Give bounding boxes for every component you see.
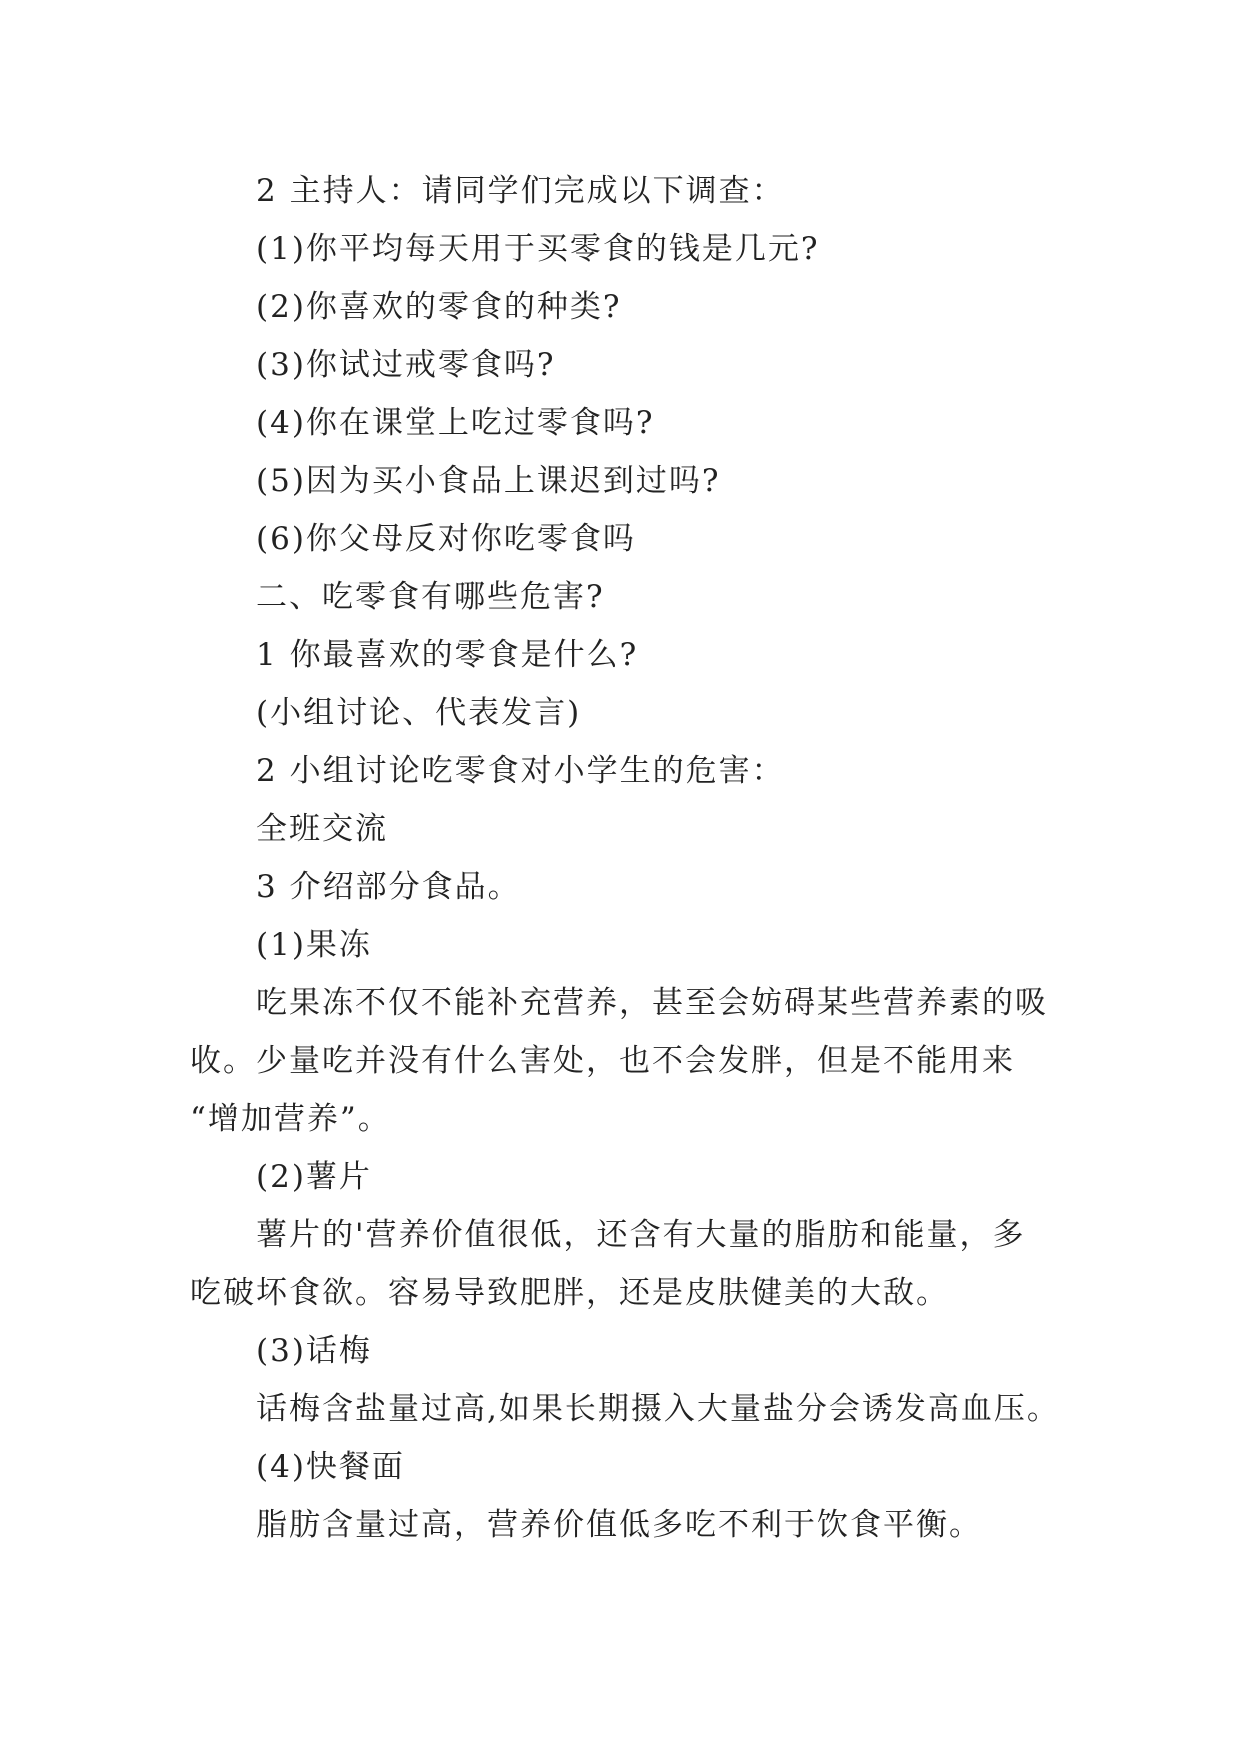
chips-heading: (2)薯片 xyxy=(256,1159,372,1195)
chips-paragraph-line: 薯片的'营养价值很低，还含有大量的脂肪和能量，多 xyxy=(256,1217,1026,1253)
jelly-heading: (1)果冻 xyxy=(256,927,372,963)
noodle-heading: (4)快餐面 xyxy=(256,1449,405,1485)
survey-question-4: (4)你在课堂上吃过零食吗? xyxy=(256,405,655,441)
discussion-note: (小组讨论、代表发言) xyxy=(256,695,582,731)
noodle-text: 脂肪含量过高，营养价值低多吃不利于饮食平衡。 xyxy=(256,1507,982,1543)
survey-intro-line: 2 主持人：请同学们完成以下调查： xyxy=(256,173,785,209)
jelly-paragraph xyxy=(190,974,1070,1148)
jelly-paragraph-line: 吃果冻不仅不能补充营养，甚至会妨碍某些营养素的吸 xyxy=(256,985,1048,1021)
survey-question-5: (5)因为买小食品上课迟到过吗? xyxy=(256,463,721,499)
chips-paragraph-line: 吃破坏食欲。容易导致肥胖，还是皮肤健美的大敌。 xyxy=(190,1275,949,1311)
survey-question-3: (3)你试过戒零食吗? xyxy=(256,347,556,383)
document-body xyxy=(190,162,1070,1554)
jelly-paragraph-line: 收。少量吃并没有什么害处，也不会发胖，但是不能用来 xyxy=(190,1043,1015,1079)
section-heading-harms: 二、吃零食有哪些危害? xyxy=(256,579,605,615)
discussion-question-1: 1 你最喜欢的零食是什么? xyxy=(256,637,639,673)
survey-question-1: (1)你平均每天用于买零食的钱是几元? xyxy=(256,231,820,267)
plum-text: 话梅含盐量过高,如果长期摄入大量盐分会诱发高血压。 xyxy=(256,1391,1060,1427)
food-intro-line: 3 介绍部分食品。 xyxy=(256,869,521,905)
discussion-question-2: 2 小组讨论吃零食对小学生的危害： xyxy=(256,753,785,789)
survey-question-2: (2)你喜欢的零食的种类? xyxy=(256,289,622,325)
class-exchange-line: 全班交流 xyxy=(256,811,388,847)
jelly-paragraph-line: “增加营养”。 xyxy=(190,1101,391,1137)
survey-question-6: (6)你父母反对你吃零食吗 xyxy=(256,521,636,557)
plum-heading: (3)话梅 xyxy=(256,1333,372,1369)
chips-paragraph xyxy=(190,1206,1070,1322)
